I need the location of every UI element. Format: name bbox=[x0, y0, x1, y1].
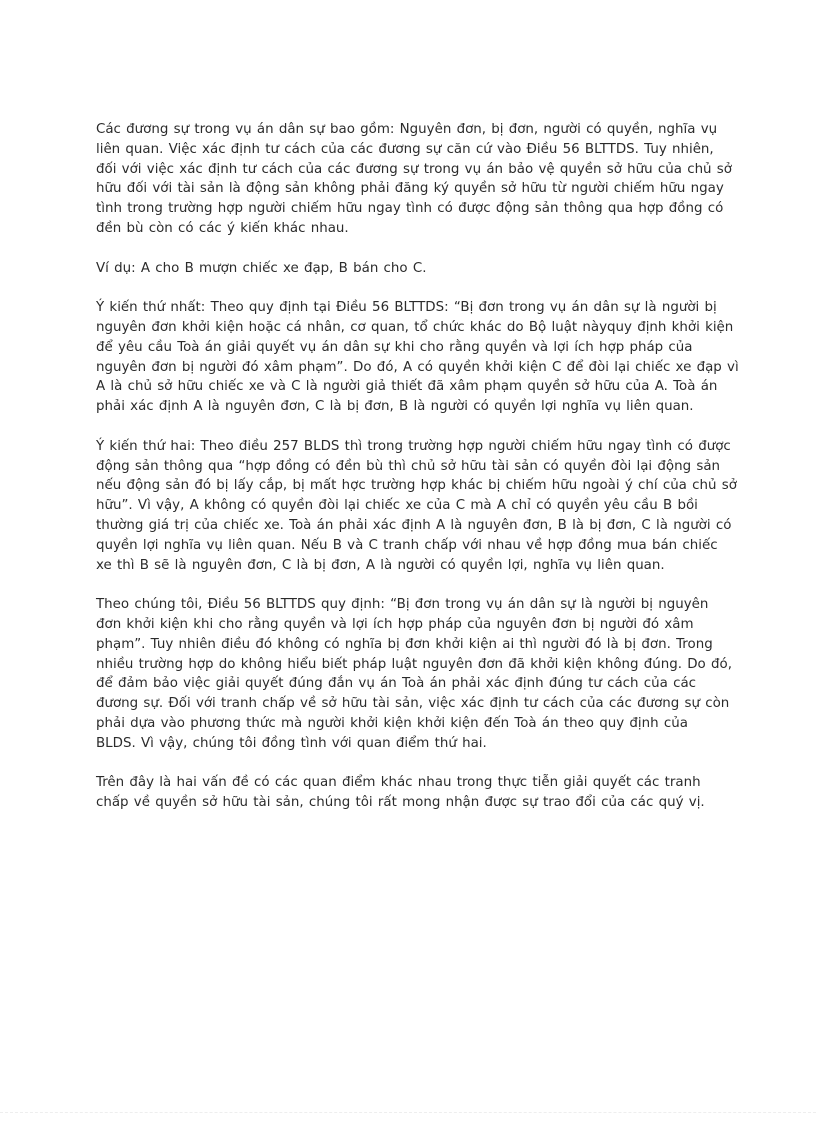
text-line: đền bù còn có các ý kiến khác nhau. bbox=[96, 220, 349, 236]
text-line: phải xác định A là nguyên đơn, C là bị đơn, B là người có quyền lợi nghĩa vụ liên quan. bbox=[96, 399, 694, 415]
text-line: Các đương sự trong vụ án dân sự bao gồm: Nguyên đơn, bị đơn, người có quyền, nghĩa vụ bbox=[96, 122, 718, 137]
text-line: phạm”. Tuy nhiên điều đó không có nghĩa bị đơn khởi kiện ai thì người đó là bị đơn. Trong bbox=[96, 636, 713, 652]
text-line: phải dựa vào phương thức mà người khởi kiện khởi kiện đến Toà án theo quy định của bbox=[96, 715, 688, 731]
paragraph-our-view bbox=[96, 595, 732, 753]
text-line: quyền lợi nghĩa vụ liên quan. Nếu B và C tranh chấp với nhau về hợp đồng mua bán chiếc bbox=[96, 537, 718, 553]
text-line: chấp về quyền sở hữu tài sản, chúng tôi rất mong nhận được sự trao đổi của các quý vị. bbox=[96, 795, 705, 811]
text-line: hữu đối với tài sản là động sản không phải đăng ký quyền sở hữu từ người chiếm hữu ngay bbox=[96, 181, 724, 197]
text-line: Trên đây là hai vấn đề có các quan điểm khác nhau trong thực tiễn giải quyết các tranh bbox=[96, 775, 701, 791]
text-line: để đảm bảo việc giải quyết đúng đắn vụ án Toà án phải xác định đúng tư cách của các bbox=[96, 676, 697, 692]
paragraph-conclusion bbox=[96, 773, 726, 813]
text-line: hữu”. Vì vậy, A không có quyền đòi lại chiếc xe của C mà A chỉ có quyền yêu cầu B bồi bbox=[96, 498, 698, 514]
text-line: BLDS. Vì vậy, chúng tôi đồng tình với quan điểm thứ hai. bbox=[96, 735, 487, 751]
text-line: Ý kiến thứ nhất: Theo quy định tại Điều 56 BLTTDS: “Bị đơn trong vụ án dân sự là người bị bbox=[96, 300, 717, 316]
text-line: nguyên đơn bị người đó xâm phạm”. Do đó, A có quyền khởi kiện C để đòi lại chiếc xe đạp vì bbox=[96, 359, 739, 375]
paragraph-first-opinion bbox=[96, 298, 739, 417]
document-body bbox=[96, 120, 739, 833]
paragraph-second-opinion bbox=[96, 437, 737, 576]
text-line: nguyên đơn khởi kiện hoặc cá nhân, cơ quan, tổ chức khác do Bộ luật nàyquy định khởi kiện bbox=[96, 319, 734, 335]
text-line: đương sự. Đối với tranh chấp về sở hữu tài sản, việc xác định tư cách của các đương sự còn bbox=[96, 696, 730, 712]
paragraph-example bbox=[96, 259, 726, 279]
text-line: tình trong trường hợp người chiếm hữu ngay tình có được động sản thông qua hợp đồng có bbox=[96, 201, 724, 217]
text-line: Ý kiến thứ hai: Theo điều 257 BLDS thì trong trường hợp người chiếm hữu ngay tình có được bbox=[96, 438, 731, 454]
text-line: nhiều trường hợp do không hiểu biết pháp luật nguyên đơn đã khởi kiện không đúng. Do đó, bbox=[96, 656, 732, 672]
paragraph-parties-intro bbox=[96, 120, 732, 239]
text-line: Theo chúng tôi, Điều 56 BLTTDS quy định: “Bị đơn trong vụ án dân sự là người bị nguyên bbox=[96, 597, 709, 613]
text-line: để yêu cầu Toà án giải quyết vụ án dân sự khi cho rằng quyền và lợi ích hợp pháp của bbox=[96, 339, 693, 355]
text-line: A là chủ sở hữu chiếc xe và C là người giả thiết đã xâm phạm quyền sở hữu của A. Toà án bbox=[96, 379, 718, 395]
text-line: nếu động sản đó bị lấy cắp, bị mất hợc trường hợp khác bị chiếm hữu ngoài ý chí của chủ sở bbox=[96, 478, 737, 494]
page-bottom-rule bbox=[0, 1112, 816, 1113]
text-line: động sản thông qua “hợp đồng có đền bù thì chủ sở hữu tài sản có quyền đòi lại động sản bbox=[96, 458, 721, 474]
text-line: Ví dụ: A cho B mượn chiếc xe đạp, B bán cho C. bbox=[96, 260, 427, 276]
text-line: đơn khởi kiện khi cho rằng quyền và lợi ích hợp pháp của nguyên đơn bị người đó xâm bbox=[96, 616, 694, 632]
text-line: liên quan. Việc xác định tư cách của các đương sự căn cứ vào Điều 56 BLTTDS. Tuy nhiên, bbox=[96, 141, 714, 157]
text-line: xe thì B sẽ là nguyên đơn, C là bị đơn, A là người có quyền lợi, nghĩa vụ liên quan. bbox=[96, 557, 665, 573]
text-line: thường giá trị của chiếc xe. Toà án phải xác định A là nguyên đơn, B là bị đơn, C là người có bbox=[96, 517, 732, 533]
text-line: đối với việc xác định tư cách của các đương sự trong vụ án bảo vệ quyền sở hữu của chủ sở bbox=[96, 161, 732, 177]
